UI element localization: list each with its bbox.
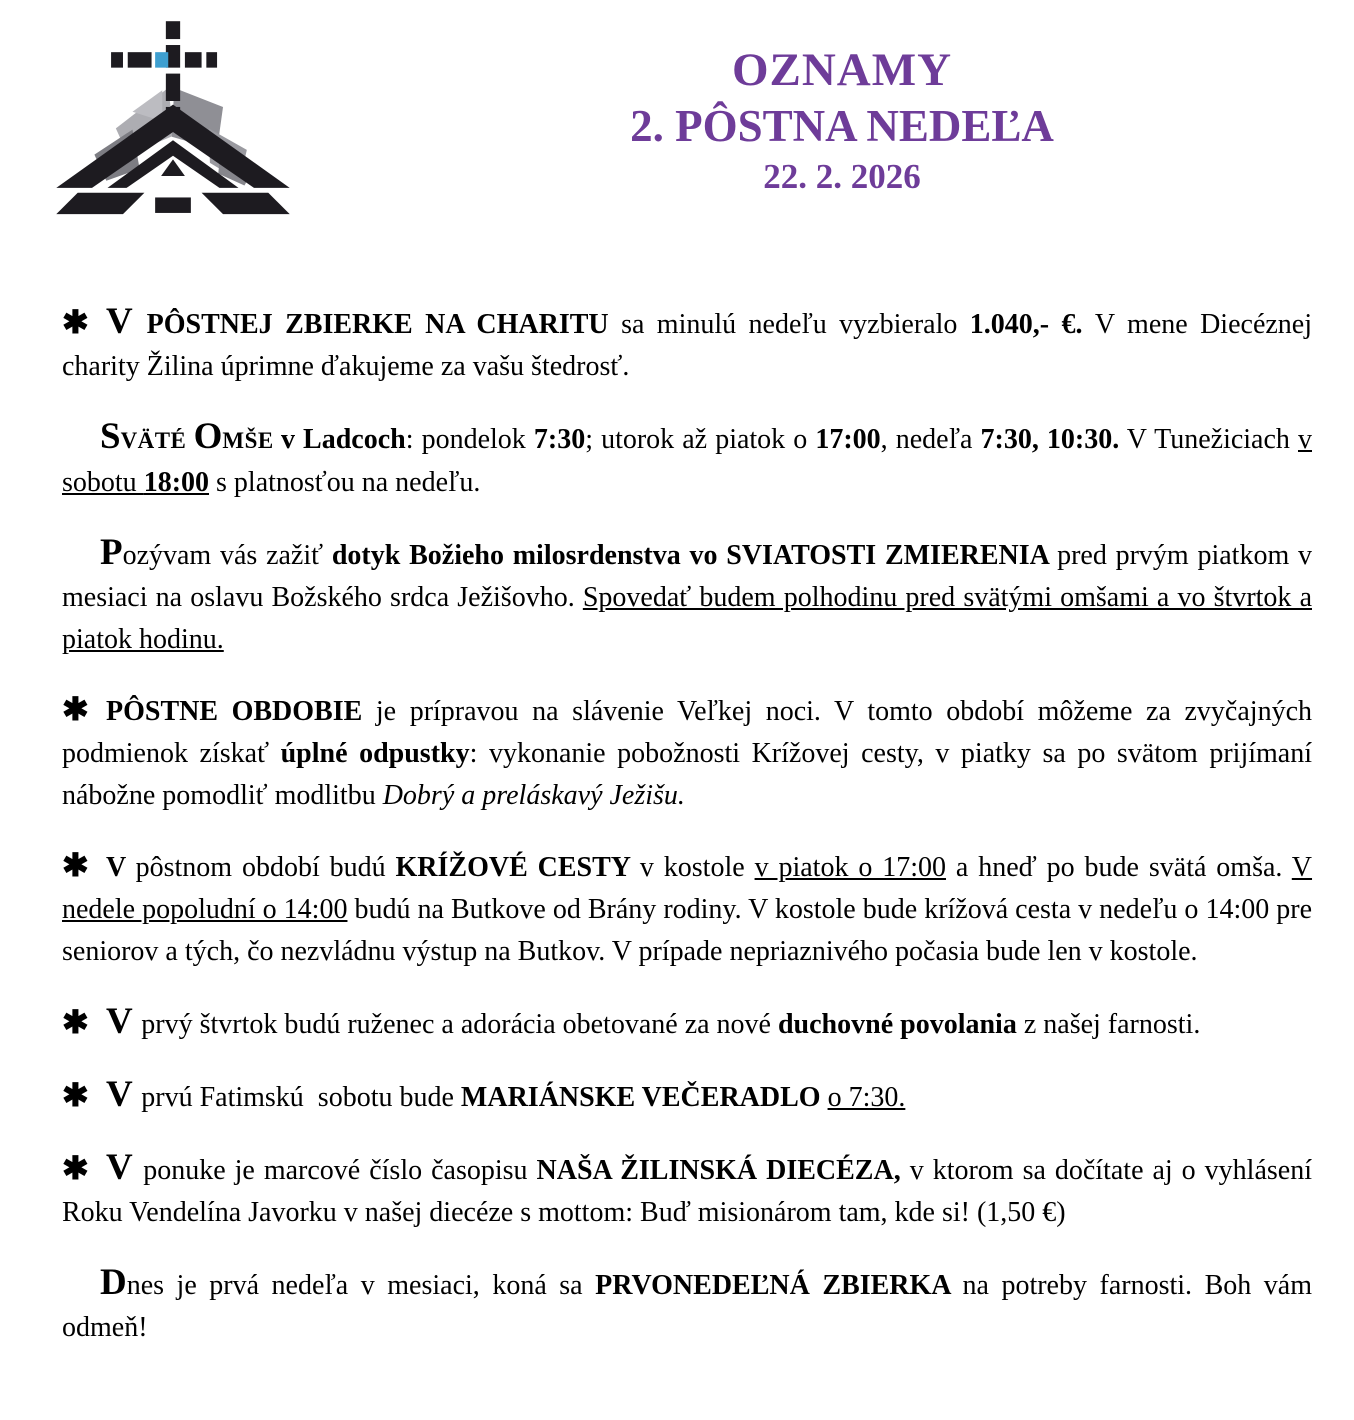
text-segment: ponuke je marcové číslo časopisu	[143, 1155, 537, 1186]
text-segment: D	[100, 1261, 127, 1302]
text-segment: pôstnom období budú	[135, 852, 396, 883]
text-segment: nes je prvá nedeľa v mesiaci, koná sa	[126, 1270, 596, 1301]
text-segment: V	[105, 1146, 144, 1187]
text-segment: V	[105, 1000, 142, 1041]
text-segment: sa minulú nedeľu vyzbieralo	[621, 309, 970, 340]
header	[0, 0, 1354, 248]
text-segment: je prípravou na slávenie Veľkej noci. V tomto období môžeme za zvyčajných podmienok získať	[62, 696, 1312, 769]
text-segment: v kostole	[639, 852, 755, 883]
text-segment: V	[105, 300, 147, 341]
bullet-asterisk-icon: ✱	[62, 1004, 89, 1040]
text-segment: S	[100, 415, 121, 456]
parish-logo	[0, 0, 330, 248]
text-segment: ozývam vás zažiť	[122, 540, 332, 571]
bullet-asterisk-icon: ✱	[62, 847, 89, 883]
bullet-asterisk-icon: ✱	[62, 1150, 89, 1186]
document-body	[0, 248, 1354, 1349]
text-segment: V mene Diecéznej charity Žilina úprimne ďakujeme za vašu štedrosť.	[62, 309, 1313, 382]
text-segment: 7:30, 10:30.	[980, 424, 1120, 455]
text-segment: 17:00	[815, 424, 881, 455]
text-segment: budú na Butkove od Brány rodiny. V kostole bude krížová cesta v nedeľu o 14:00 pre seniorov a tých, čo nezvládnu výstup na Butkov. V prípade nepriaznivého počasia bude len v kostole.	[62, 894, 1312, 967]
text-segment: v piatok o 17:00	[754, 852, 947, 883]
text-segment: prvý štvrtok budú ruženec a adorácia obetované za nové	[141, 1009, 778, 1040]
paragraph	[62, 1146, 1312, 1234]
page-date: 22. 2. 2026	[763, 157, 921, 196]
text-segment: v ktorom sa dočítate aj o vyhlásení Roku Vendelína Javorku v našej diecéze s mottom: Buď misionárom tam, kde si! (1,50 €)	[62, 1155, 1312, 1228]
paragraph	[62, 1000, 1312, 1046]
text-segment: o 7:30.	[827, 1082, 906, 1113]
bullet-asterisk-icon: ✱	[62, 1077, 89, 1113]
text-segment: V Tunežiciach	[1119, 424, 1298, 455]
text-segment: 1.040,- €.	[969, 309, 1095, 340]
text-segment: z našej farnosti.	[1016, 1009, 1201, 1040]
church-logo-icon	[42, 8, 304, 244]
text-segment: ; utorok až piatok o	[585, 424, 816, 455]
text-segment: v Ladcoch	[280, 424, 406, 455]
paragraph	[62, 531, 1312, 661]
paragraph	[62, 844, 1312, 973]
text-segment: v sobotu	[62, 424, 1312, 498]
page-subtitle: 2. PÔSTNA NEDEĽA	[630, 101, 1054, 151]
text-segment: 7:30	[533, 424, 586, 455]
paragraph	[62, 688, 1312, 817]
text-segment: Spovedať budem polhodinu pred svätými omšami a vo štvrtok a piatok hodinu.	[62, 582, 1312, 655]
text-segment: prvú Fatimskú sobotu bude	[141, 1082, 461, 1113]
text-segment: úplné odpustky	[280, 738, 470, 769]
bullet-asterisk-icon: ✱	[62, 691, 89, 727]
text-segment: : pondelok	[405, 424, 534, 455]
text-segment: NAŠA ŽILINSKÁ DIECÉZA,	[536, 1155, 910, 1186]
paragraph	[62, 1261, 1312, 1349]
text-segment: na potreby farnosti. Boh vám odmeň!	[62, 1270, 1312, 1343]
text-segment: PÔSTNEJ ZBIERKE NA CHARITU	[146, 309, 622, 340]
page-title: OZNAMY	[731, 44, 953, 96]
text-segment: MŠE	[222, 428, 281, 453]
text-segment: PRVONEDEĽNÁ ZBIERKA	[595, 1270, 963, 1301]
text-segment: duchovné povolania	[777, 1009, 1017, 1040]
text-segment: O	[193, 415, 223, 456]
text-segment: V nedele popoludní o 14:00	[62, 852, 1313, 925]
text-segment: pred prvým piatkom v mesiaci na oslavu Božského srdca Ježišovho.	[62, 540, 1313, 613]
paragraph	[62, 300, 1312, 388]
text-segment: : vykonanie pobožnosti Krížovej cesty, v piatky sa po svätom prijímaní nábožne pomodliť modlitbu	[62, 738, 1313, 811]
paragraph	[62, 415, 1312, 504]
text-segment: Dobrý a preláskavý Ježišu.	[382, 780, 685, 811]
text-segment: 18:00	[143, 467, 210, 498]
text-segment: dotyk Božieho milosrdenstva vo SVIATOSTI ZMIERENIA	[331, 540, 1058, 571]
paragraph	[62, 1073, 1312, 1119]
text-segment: KRÍŽOVÉ CESTY	[395, 852, 640, 883]
text-segment: MARIÁNSKE VEČERADLO	[460, 1082, 828, 1113]
text-segment: a hneď po bude svätá omša.	[946, 852, 1292, 883]
text-segment: P	[100, 531, 123, 572]
bullet-asterisk-icon: ✱	[62, 304, 89, 340]
text-segment: PÔSTNE OBDOBIE	[105, 696, 376, 727]
text-segment: , nedeľa	[880, 424, 981, 455]
text-segment: s platnosťou na nedeľu.	[209, 467, 481, 498]
text-segment: V	[105, 852, 136, 883]
text-segment: V	[105, 1073, 142, 1114]
title-block	[330, 0, 1354, 248]
text-segment: VÄTÉ	[120, 428, 194, 453]
